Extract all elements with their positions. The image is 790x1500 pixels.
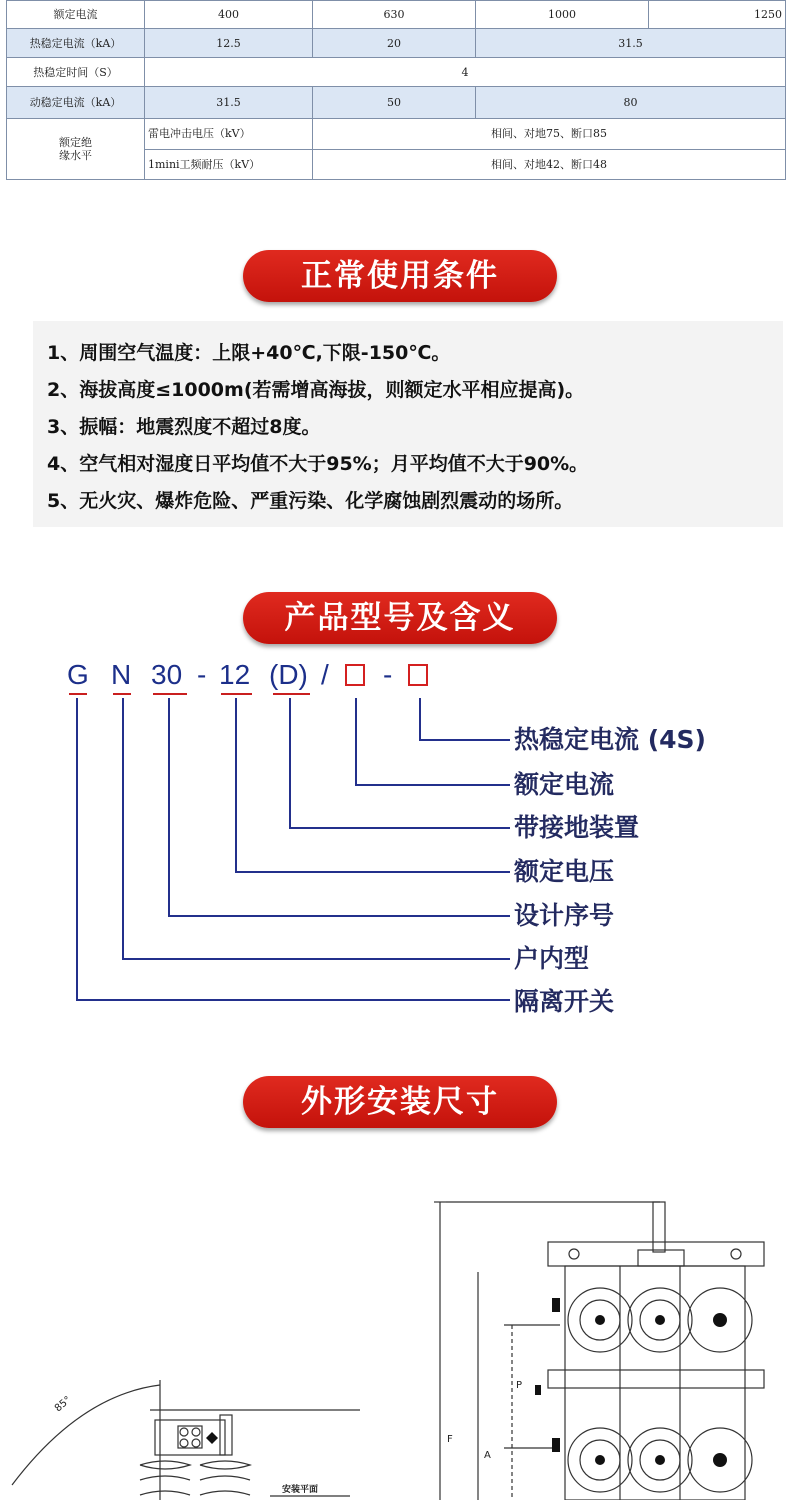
dim-label-p: P <box>516 1380 523 1391</box>
list-item: 1、周围空气温度：上限+40℃,下限-150℃。 <box>47 342 451 364</box>
row-label-dynamic-current: 动稳定电流（kA） <box>7 87 145 118</box>
install-plane-label: 安装平面 <box>282 1485 319 1495</box>
cell: 50 <box>313 87 476 118</box>
list-item: 4、空气相对湿度日平均值不大于95%；月平均值不大于90%。 <box>47 453 589 475</box>
section-banner-conditions: 正常使用条件 <box>243 250 557 302</box>
cell: 12.5 <box>145 29 313 58</box>
code-part-g: G <box>67 659 89 690</box>
cell: 1mini工频耐压（kV） <box>145 149 313 179</box>
dim-label-f: F <box>447 1434 453 1445</box>
cell: 31.5 <box>145 87 313 118</box>
cell: 雷电冲击电压（kV） <box>145 118 313 149</box>
section-banner-dimensions: 外形安装尺寸 <box>243 1076 557 1128</box>
dimension-drawing <box>0 1180 790 1500</box>
cell: 20 <box>313 29 476 58</box>
code-part-dash: - <box>383 659 393 690</box>
code-part-slash: / <box>321 659 329 690</box>
angle-label: 85° <box>52 1394 74 1415</box>
list-item: 3、振幅：地震烈度不超过8度。 <box>47 416 321 438</box>
row-label-thermal-current: 热稳定电流（kA） <box>7 29 145 58</box>
dim-label-a: A <box>484 1450 491 1461</box>
cell: 相间、对地75、断口85 <box>313 118 786 149</box>
insulation-label-line1: 额定绝 <box>59 135 92 149</box>
section-banner-model: 产品型号及含义 <box>243 592 557 644</box>
cell: 1000 <box>476 1 649 29</box>
meaning-disconnect-switch: 隔离开关 <box>514 987 615 1016</box>
code-part-n: N <box>111 659 132 690</box>
meaning-thermal-current: 热稳定电流 (4S) <box>514 725 706 754</box>
code-part-12: 12 <box>219 659 251 690</box>
row-label-thermal-time: 热稳定时间（S） <box>7 58 145 87</box>
meaning-rated-current: 额定电流 <box>514 770 615 799</box>
cell: 630 <box>313 1 476 29</box>
cell: 相间、对地42、断口48 <box>313 149 786 179</box>
code-part-d: (D) <box>269 659 308 690</box>
cell: 1250 <box>649 1 786 29</box>
meaning-rated-voltage: 额定电压 <box>514 857 615 886</box>
row-label-rated-current: 额定电流 <box>7 1 145 29</box>
meaning-indoor-type: 户内型 <box>514 944 590 973</box>
insulation-label-line2: 缘水平 <box>59 148 92 162</box>
cell: 4 <box>145 58 786 87</box>
cell: 80 <box>476 87 786 118</box>
meaning-design-number: 设计序号 <box>514 901 615 930</box>
meaning-grounding-device: 带接地装置 <box>514 813 640 842</box>
code-part-dash: - <box>197 659 207 690</box>
code-part-30: 30 <box>151 659 183 690</box>
cell: 31.5 <box>476 29 786 58</box>
list-item: 2、海拔高度≤1000m(若需增高海拔，则额定水平相应提高)。 <box>47 379 585 401</box>
cell: 400 <box>145 1 313 29</box>
list-item: 5、无火灾、爆炸危险、严重污染、化学腐蚀剧烈震动的场所。 <box>47 490 574 512</box>
angle-arc <box>12 1385 160 1485</box>
